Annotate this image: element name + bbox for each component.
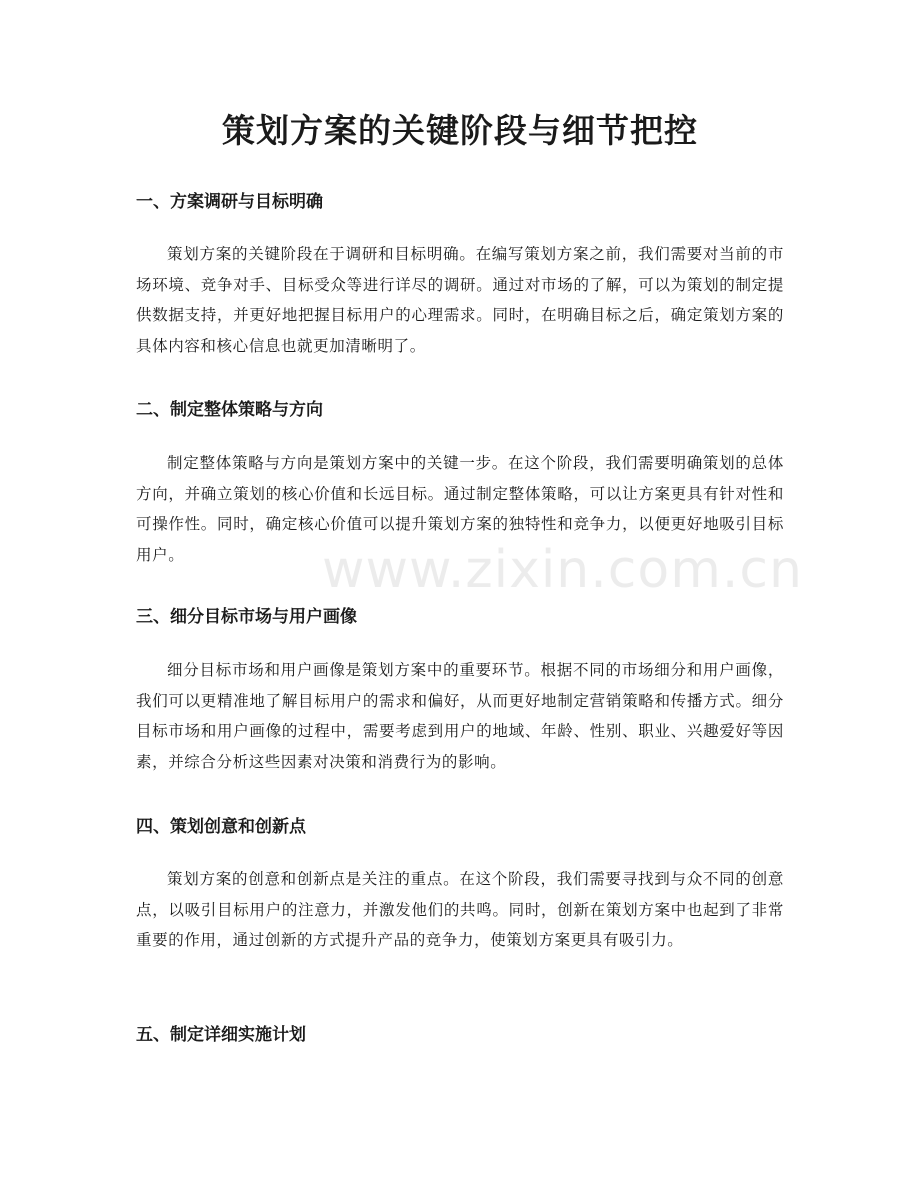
section-body-1: 策划方案的关键阶段在于调研和目标明确。在编写策划方案之前，我们需要对当前的市场环境、竞争对手、目标受众等进行详尽的调研。通过对市场的了解，可以为策划的制定提供数据支持，并更好地把握目标用户的心理需求。同时，在明确目标之后，确定策划方案的具体内容和核心信息也就更加清晰明了。 [136,245,784,355]
section-body-2: 制定整体策略与方向是策划方案中的关键一步。在这个阶段，我们需要明确策划的总体方向，并确立策划的核心价值和长远目标。通过制定整体策略，可以让方案更具有针对性和可操作性。同时，确定核心价值可以提升策划方案的独特性和竞争力，以便更好地吸引目标用户。 [136,454,784,564]
section-body-4: 策划方案的创意和创新点是关注的重点。在这个阶段，我们需要寻找到与众不同的创意点，以吸引目标用户的注意力，并激发他们的共鸣。同时，创新在策划方案中也起到了非常重要的作用，通过创新的方式提升产品的竞争力，使策划方案更具有吸引力。 [136,870,784,949]
section-heading-1: 一、方案调研与目标明确 [136,192,323,212]
page-title: 策划方案的关键阶段与细节把控 [222,111,698,150]
section-heading-2: 二、制定整体策略与方向 [136,400,323,420]
watermark: www.zixin.com.cn [322,540,803,600]
section-heading-5: 五、制定详细实施计划 [136,1025,306,1045]
section-body-3: 细分目标市场和用户画像是策划方案中的重要环节。根据不同的市场细分和用户画像，我们可以更精准地了解目标用户的需求和偏好，从而更好地制定营销策略和传播方式。细分目标市场和用户画像的过程中，需要考虑到用户的地域、年龄、性别、职业、兴趣爱好等因素，并综合分析这些因素对决策和消费行为的影响。 [136,661,784,771]
section-heading-3: 三、细分目标市场与用户画像 [136,607,357,627]
section-heading-4: 四、策划创意和创新点 [136,817,306,837]
